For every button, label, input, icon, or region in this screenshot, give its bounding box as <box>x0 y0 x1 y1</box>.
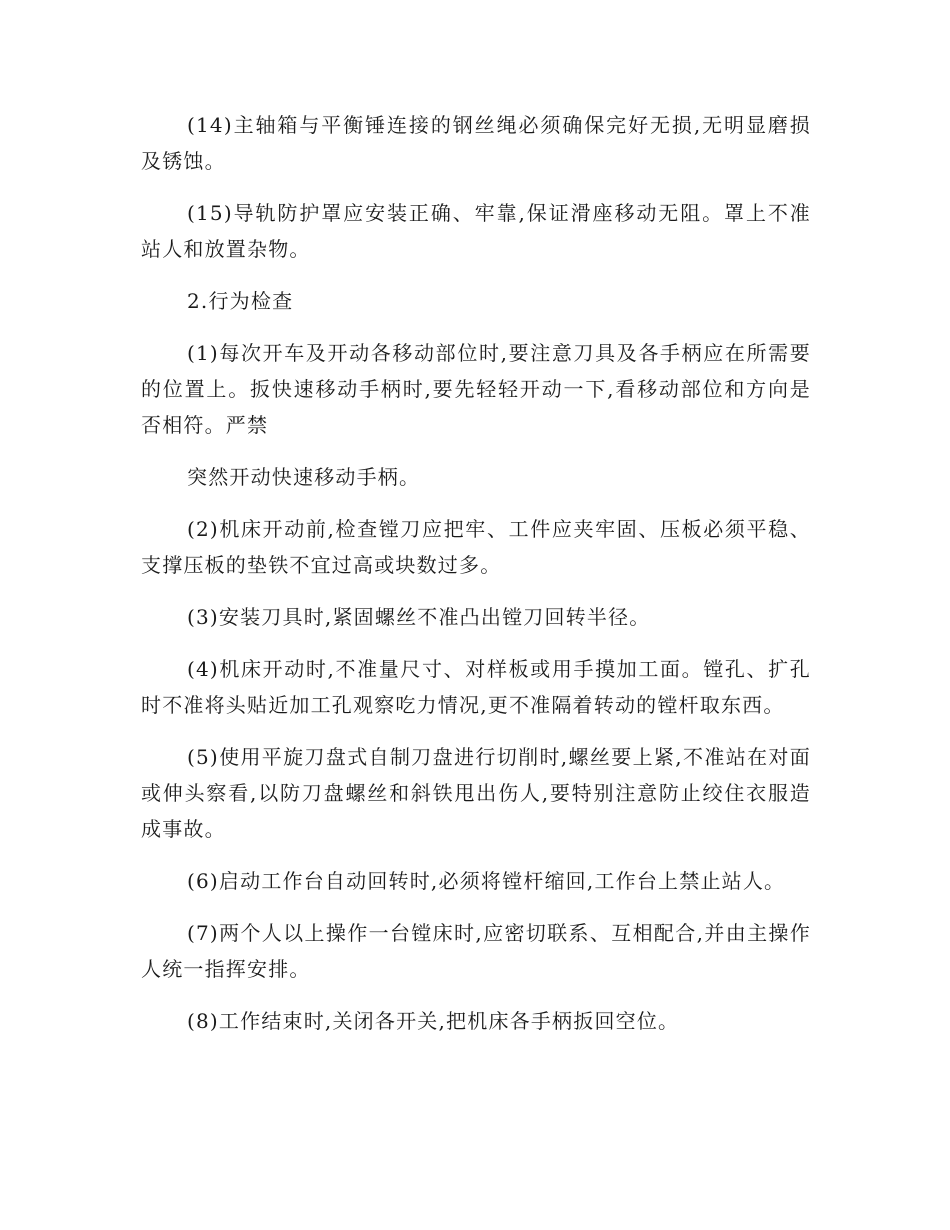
paragraph-6: (6)启动工作台自动回转时,必须将镗杆缩回,工作台上禁止站人。 <box>187 869 786 893</box>
paragraph-8: (8)工作结束时,关闭各开关,把机床各手柄扳回空位。 <box>187 1009 680 1033</box>
document-body <box>141 107 811 1055</box>
paragraph-1-continued: 突然开动快速移动手柄。 <box>187 465 421 489</box>
paragraph-3: (3)安装刀具时,紧固螺丝不准凸出镗刀回转半径。 <box>187 605 651 629</box>
paragraph-7: (7)两个人以上操作一台镗床时,应密切联系、互相配合,并由主操作人统一指挥安排。 <box>141 921 811 981</box>
paragraph-4: (4)机床开动时,不准量尺寸、对样板或用手摸加工面。镗孔、扩孔时不准将头贴近加工孔观察吃力情况,更不准隔着转动的镗杆取东西。 <box>141 657 811 717</box>
paragraph-2: (2)机床开动前,检查镗刀应把牢、工件应夹牢固、压板必须平稳、支撑压板的垫铁不宜过高或块数过多。 <box>141 517 811 577</box>
paragraph-15: (15)导轨防护罩应安装正确、牢靠,保证滑座移动无阻。罩上不准站人和放置杂物。 <box>141 201 811 261</box>
paragraph-1: (1)每次开车及开动各移动部位时,要注意刀具及各手柄应在所需要的位置上。扳快速移动手柄时,要先轻轻开动一下,看移动部位和方向是否相符。严禁 <box>141 341 811 437</box>
paragraph-5: (5)使用平旋刀盘式自制刀盘进行切削时,螺丝要上紧,不准站在对面或伸头察看,以防刀盘螺丝和斜铁甩出伤人,要特别注意防止绞住衣服造成事故。 <box>141 745 811 841</box>
section-heading: 2.行为检查 <box>187 289 294 313</box>
paragraph-14: (14)主轴箱与平衡锤连接的钢丝绳必须确保完好无损,无明显磨损及锈蚀。 <box>141 113 811 173</box>
